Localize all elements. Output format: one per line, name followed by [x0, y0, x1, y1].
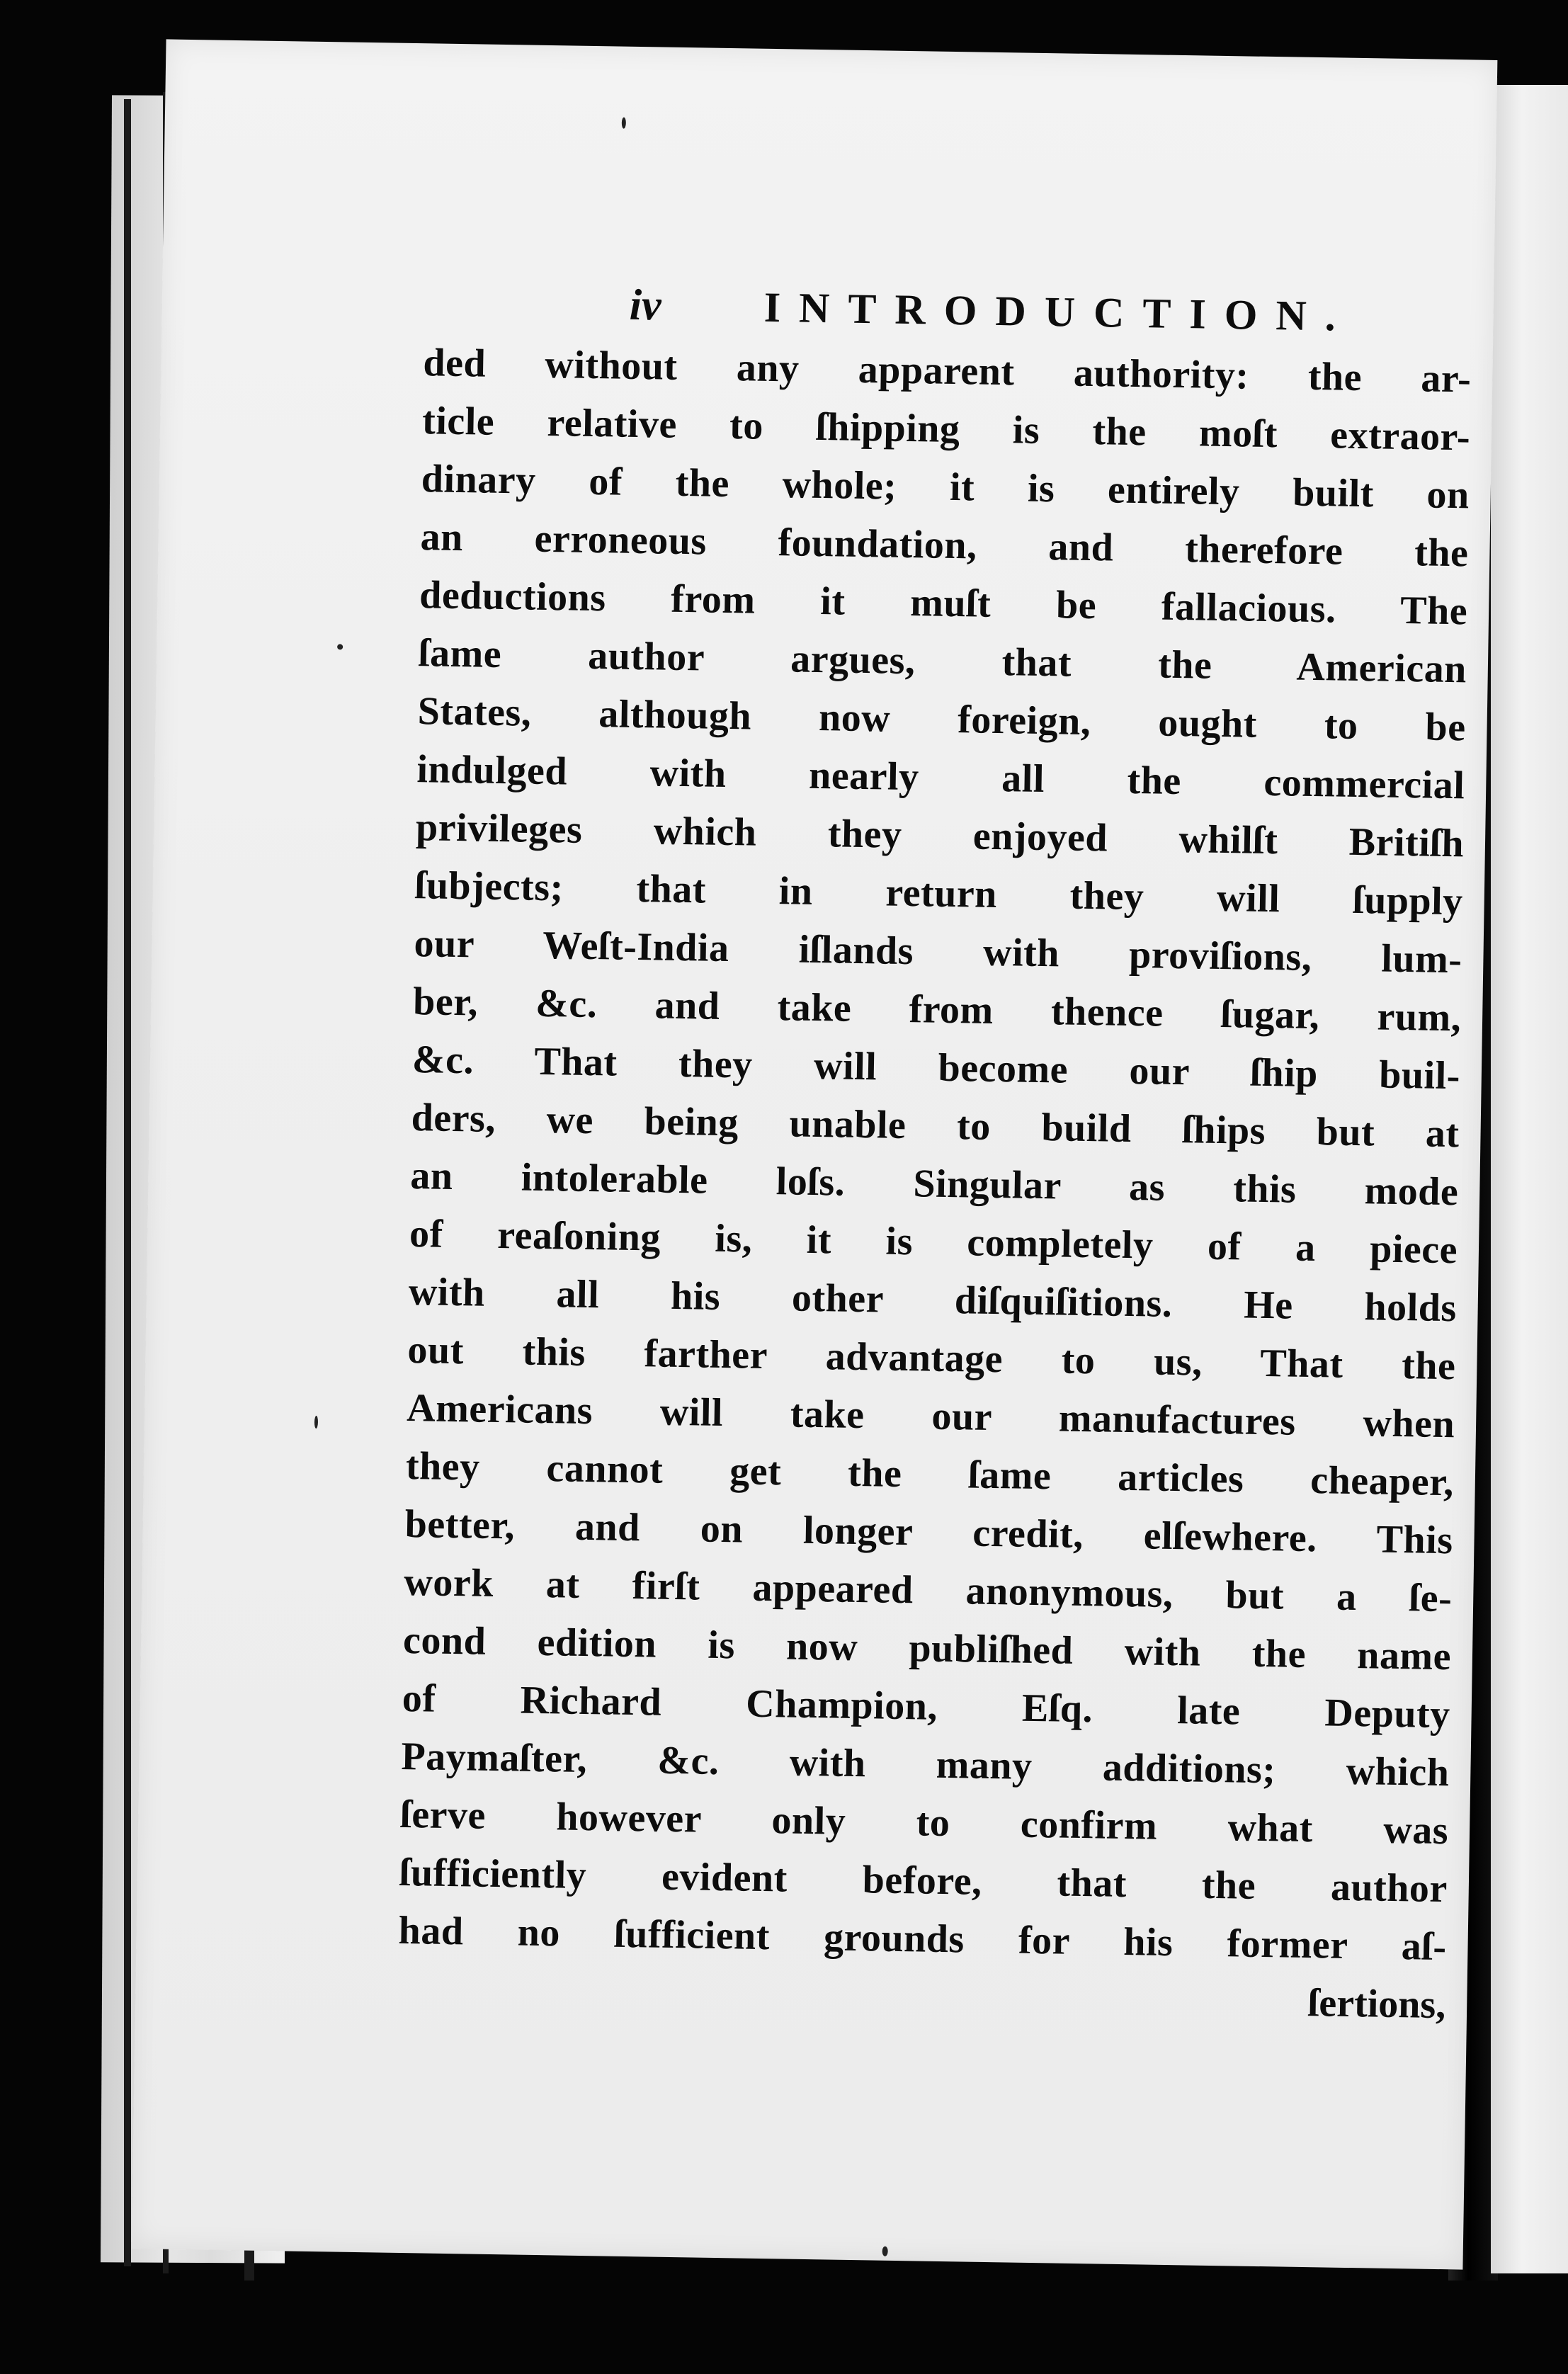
text-line: Americans will take our manufactures when: [406, 1386, 1455, 1447]
text-line: out this farther advantage to us, That the: [407, 1328, 1456, 1389]
ink-speck: [882, 2247, 888, 2256]
page-text-block: [398, 263, 1473, 2028]
text-line: ſubjects; that in return they will ſupply: [414, 863, 1464, 924]
text-line: ber, &c. and take from thence ſugar, rum,: [412, 979, 1462, 1040]
text-line: ded without any apparent authority: the ar-: [423, 341, 1472, 402]
ink-speck: [337, 644, 343, 649]
text-line: &c. That they will become our ſhip buil-: [411, 1038, 1461, 1098]
book-page: [132, 39, 1498, 2269]
right-underlying-page: [1491, 85, 1568, 2273]
ink-speck: [622, 118, 626, 129]
text-line: with all his other diſquiſitions. He holds: [408, 1270, 1458, 1331]
text-line: better, and on longer credit, elſewhere. This: [404, 1501, 1454, 1563]
text-line: deductions from it muſt be fallacious. The: [419, 573, 1468, 634]
text-line: States, although now foreign, ought to be: [417, 689, 1467, 750]
text-line: ticle relative to ſhipping is the moſt extraor-: [421, 399, 1471, 460]
ink-speck: [314, 1416, 318, 1429]
text-line: cond edition is now publiſhed with the name: [402, 1618, 1452, 1679]
catchword: ſertions,: [1307, 1981, 1446, 2028]
text-line: Paymaſter, &c. with many additions; which: [401, 1734, 1450, 1795]
body-text: [397, 334, 1472, 2034]
left-page-edge: [124, 99, 131, 2266]
running-head-title: INTRODUCTION.: [763, 283, 1355, 340]
text-line: of Richard Champion, Eſq. late Deputy: [402, 1676, 1451, 1737]
text-line: ſerve however only to confirm what was: [399, 1792, 1449, 1853]
text-line: of reaſoning is, it is completely of a piece: [409, 1212, 1458, 1273]
text-line: had no ſufficient grounds for his former aſ-: [398, 1908, 1448, 1970]
text-line: indulged with nearly all the commercial: [416, 747, 1465, 808]
text-line: ſufficiently evident before, that the author: [399, 1850, 1448, 1912]
text-line: they cannot get the ſame articles cheaper,: [405, 1443, 1455, 1505]
page-number: iv: [629, 280, 662, 330]
text-line: ſame author argues, that the American: [418, 631, 1467, 692]
text-line: ders, we being unable to build ſhips but at: [411, 1096, 1460, 1157]
text-line: privileges which they enjoyed whilſt Britiſh: [415, 805, 1465, 866]
text-line: an intolerable loſs. Singular as this mode: [409, 1154, 1459, 1215]
text-line: dinary of the whole; it is entirely built on: [421, 457, 1470, 518]
text-line: our Weſt-India iſlands with proviſions, lum-: [414, 921, 1462, 982]
text-line: an erroneous foundation, and therefore the: [420, 515, 1469, 576]
text-line: work at firſt appeared anonymous, but a ſe-: [403, 1560, 1453, 1621]
